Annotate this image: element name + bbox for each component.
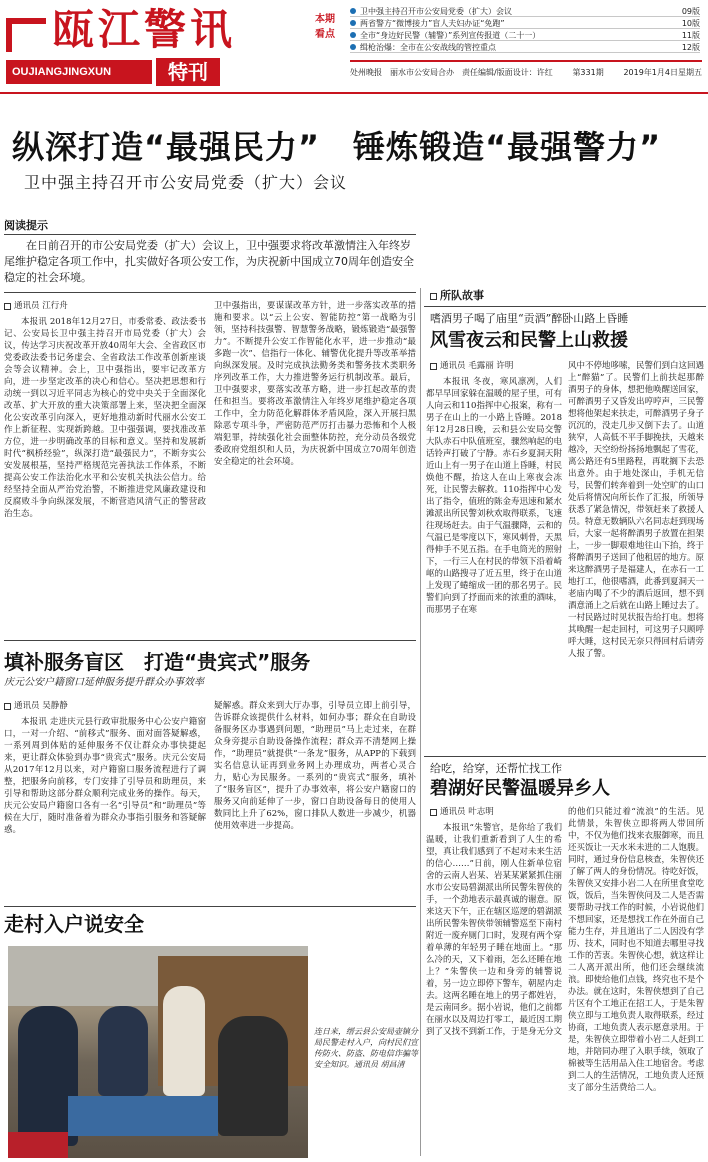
warm-story-title: 碧湖好民警温暖异乡人: [430, 778, 610, 799]
service-article-col2: 疑解惑。群众来到大厅办事，引导员立即上前引导，告诉群众该提供什么材料，如何办事；群众在自助设备服务区办事遇到问题，“助理员”马上走过来，在群众身旁提示自助设备操作流程；群众弄不清楚网上操作，“助理员”就提供“一条龙”服务，从APP的下载到实名信息认证再到业务网上办理成功，两者心灵合力，贴心为民服务。一系列的“贵宾式”服务，填补了“服务盲区”，提升了办事效率，将公安户籍窗口的服务又向前延伸了一步，窗口自助设备每日的使用人数同比上升了62%，窗口排队人数进一步减少，机器使用效率进一步提高。: [214, 701, 416, 831]
square-icon: [430, 293, 437, 300]
police-story-col1: 本报讯 冬夜，寒风凛冽，人们都早早回家躲在温暖的屋子里，可有人向云和110指挥中心报案，称有一男子在山上的一小路上昏睡。2018年12月28日晚，云和县公安局交警大队赤石中队值班室，骤然响起的电话铃声打破了宁静。赤石乡夏洞天附近山上有一男子在山道上昏睡，村民焕他不醒，抬这人在山上寒夜会冻死，让民警去解救。110指挥中心发出了指令，值班的陈金寿迅速和紧水滩派出所民警刘秋欢取得联系，飞速往现场赶去。由于气温骤降，云和的气温已是零度以下，寒风刺骨，天黑得伸手不见五指。在手电筒光的照射下，一行三人在村民的带领下沿着崎岖的山路搜寻了近五里，终于在山道上发现了蜷缩成一团的那名男子。民警们向到了抒面而来的浓重的酒味，而那男子在寒: [426, 377, 562, 615]
masthead-rule: [0, 92, 708, 94]
masthead-side-label: 本期看点: [315, 14, 335, 40]
warm-story-col2: 的他们只能过着“流浪”的生活。见此情景，朱智侠立即将两人带回所中，不仅为他们找来衣服御寒，而且还买饭让一天水米未进的二人饱腹。同时，通过身份信息核查，朱智侠还了解了两人的身份情况。待吃好饭，朱智侠又安排小岩二人在所里食堂吃饭，饭后，当朱智侠问及二人是否需要帮助寻找工作的时候，小岩说他们不想回家，还是想找工作在外面自己能力生存，并且道出了二人因没有学历、技术，同时也不知道去哪里寻找工作的苦衷。朱智侠心想，就这样让二人离开派出所，他们还会继续流浪。即使给他们点钱，终究也不是个办法。就在这时，朱智侠想到了自己片区有个工地正在招工人，于是朱智侠立即与工地负责人取得联系，经过协商，工地负责人表示愿意录用。于是，朱智侠立即带着小岩二人赶到工地，并陪同办理了入职手续，领取了棉被等生活用品入住工地宿舍。考虑到二人的生活情况，工地负责人还预支了部分生活费给二人。: [568, 807, 704, 1093]
issue-date: 2019年1月4日星期五: [623, 68, 702, 77]
divider: [424, 756, 706, 757]
divider: [4, 640, 416, 641]
lead-paragraph: 在日前召开的市公安局党委（扩大）会议上，卫中强要求将改革激情注入年终岁尾维护稳定各项工作中，扎实做好各项公安工作，为庆祝新中国成立70周年创造安全稳定的社会环境。: [4, 239, 414, 284]
toc-item[interactable]: 缉枪治爆：全市在公安战线的管控重点 12版: [350, 42, 700, 53]
main-byline: 通讯员 江行舟: [4, 300, 68, 312]
divider: [4, 292, 416, 293]
masthead-special-label: 特刊: [156, 58, 220, 86]
masthead-title: 瓯江警讯: [52, 5, 237, 54]
bullet-icon: [350, 44, 356, 50]
police-story-col2: 风中不停地哆嗦，民警们到白这回遇上“醉猫”了。民警们上前扶起那醉酒男子的身体，想把他唤醒送回家，可醉酒男子又昏发出哼哼声，三民警想将他架起来扶走，可醉酒男子身子沉沉的，没走几步又倒下去了。山道狭窄，人高低不平手脚挽扶，天越来越冷，天空纷纷扬扬地飘起了雪花，离公路还有5里路程，再耽搁下去恐出意外。由于地处深山，手机无信号，民警们转奔着到一处空旷的山口处后将情况向所长作了汇报，所领导获悉了紧急情况，带领赶来了救援人员。特意无数辆队六名同志赶到现场后，大家一起将醉酒男子放置在担架上，一步一脚艰难地往山下抬，终于将醉酒男子送回了他租居的地方。原来这醉酒男子是福建人，在赤石一工地打工，他很嗜酒，此番到夏洞天一老庙内喝了不少的酒后返回，想不到酒意涌上之后就在山路上睡过去了。一村民路过时见状报告给打电。想将其唤醒一起走回村，可这男子只顾呼呼大睡，这村民无奈只得回村后请旁人报了警。: [568, 361, 704, 659]
toc-item[interactable]: 全市“身边好民警（辅警）”系列宣传报道（二十一） 11版: [350, 30, 700, 41]
bullet-icon: [350, 8, 356, 14]
photo-caption: 连日来，缙云县公安局壶镇分局民警走村入户，向村民们宣传防火、防盗、防电信诈骗等安全知识。通讯员 胡昌清: [314, 1027, 418, 1069]
square-icon: [430, 809, 437, 816]
village-photo: [8, 946, 308, 1158]
service-title: 填补服务盲区 打造“贵宾式”服务: [4, 650, 311, 674]
column-divider: [420, 288, 421, 1156]
toc-item[interactable]: 两省警方“微博接力”盲人夫妇办证“免跑” 10版: [350, 18, 700, 29]
bullet-icon: [350, 20, 356, 26]
service-subtitle: 庆元公安户籍窗口延伸服务提升群众办事效率: [4, 677, 204, 688]
police-story-pretitle: 嗜酒男子喝了庙里“贡酒”醉卧山路上昏睡: [430, 312, 629, 325]
square-icon: [4, 303, 11, 310]
main-article-col2: 卫中强指出，要谋谋改革方针，进一步落实改革的措施和要求。以“云上公安、智能防控”第一战略为引领，坚持科技强警、智慧警务战略，锻炼锻造“最强警力”。不断提升公安工作智能化水平，进一步推动“最多跑一次”、信指行一体化、辅警优化提升等改革举措向纵深发展。及时完成执法勤务类和警务技术类职务序列改革工作，大力推进警务运行机制改革。最后，卫中强要求，要落实改革方略，进一步扛起改革的责任和担当。要将改革激情注入年终岁尾维护稳定各项工作中，全力防范化解群体矛盾风险，深入开展扫黑除恶专项斗争，严密防范严厉打击暴力恐怖和个人极端犯罪，持续强化社会面整体防控，充分动员各级党委政府党组织和人员，为庆祝新中国成立70周年创造安全稳定的社会环境。: [214, 301, 416, 467]
issue-info-line: [350, 60, 702, 84]
divider: [4, 234, 416, 235]
main-subhead: 卫中强主持召开市公安局党委（扩大）会议: [24, 173, 348, 192]
police-story-title: 风雪夜云和民警上山救援: [430, 330, 628, 351]
square-icon: [4, 703, 11, 710]
issue-number: 第331期: [572, 68, 604, 77]
divider: [424, 306, 706, 307]
main-headline: 纵深打造“最强民力” 锤炼锻造“最强警力”: [12, 128, 662, 166]
bullet-icon: [350, 32, 356, 38]
reading-tip-label: 阅读提示: [4, 219, 48, 232]
warm-story-col1: 本报讯“朱警官，是你给了我们温暖，让我们重新看到了人生的希望，真让我们感到了不起对未来生活的信心……”日前，刚人住新单位宿舍的云南人岩某、岩某某紧紧抓住丽水市公安局碧湖派出所民警朱智侠的手，一个劲地表示最真诚的谢意。原来这天下午，正在辖区巡逻的碧湖派出所民警朱智侠带领辅警巡至下南村附近一废弃厕门口时，发现有两个穿着单薄的年轻男子睡在地面上。“那么冷的天，又下着雨，怎么还睡在地上？”朱警侠一边和身旁的辅警说着，另一边立即停下警车，朝屋内走去。这两名睡在地上的男子都姓岩，是云南同乡。据小岩说，他们之前都在丽水以及周边打零工，最近因工期到了又找不到新工作，于是身无分文: [426, 823, 562, 1037]
masthead-decoration: [6, 18, 46, 52]
service-byline: 通讯员 吴静静: [4, 700, 68, 712]
main-article-col1: 本报讯 2018年12月27日，市委常委、政法委书记、公安局长卫中强主持召开市局党委（扩大）会议，传达学习庆祝改革开放40周年大会、全省政区市党委政法委书记务虚会、全省政法工作改革创新座谈会等会议精神。会上，卫中强指出，要牢记改革方向，进一步坚定改革的决心和信心。坚决把思想和行动统一到以习近平同志为核心的党中央关于全面深化改革、扩大开放的重大决策部署上来，坚决把全面深化公安改革引向深入，更好地推动新时代丽水公安工作上新征程、实现新跨越。卫中强强调，要找准改革方位，进一步明确改革的目标和意义。坚持和发展新时代“枫桥经验”，纵深打造“最强民力”，不断夯实公安发展根基，坚持严格规范完善执法工作体系，不断提高公安工作法治化水平和公安机关执法公信力。给经坚持全面从严治党治警，不断推进党风廉政建设和反腐败斗争向纵深发展，不断营造风清气正的警营政治生态。: [4, 317, 206, 519]
masthead-pinyin: OUJIANGJINGXUN: [6, 60, 152, 84]
village-title: 走村入户说安全: [4, 912, 144, 936]
divider: [4, 906, 416, 907]
table-of-contents: [350, 6, 700, 54]
service-article-col1: 本报讯 走进庆元县行政审批服务中心公安户籍窗口，一对一介绍、“前移式”服务、面对面答疑解惑，一系列周到体贴的延伸服务不仅让群众办事快捷起来，更让群众体验到办事“贵宾式”服务。庆元公安局从2017年12月以来，对户籍窗口服务流程进行了调整，把服务向前移，专门安排了引导员和助理员，来引导和帮助这部分群众顺利完成业务的操作。每天，庆元公安局户籍窗口各有一名“引导员”和“助理员”等候在大厅，随时准备着为群众办事指引服务和答疑解惑。: [4, 717, 206, 835]
toc-item[interactable]: 卫中强主持召开市公安局党委（扩大）会议 09版: [350, 6, 700, 17]
square-icon: [430, 363, 437, 370]
police-story-byline: 通讯员 毛露丽 许明: [430, 360, 513, 372]
issue-publishers: 处州晚报 丽水市公安局合办 责任编辑/版面设计：许红: [350, 68, 553, 77]
warm-story-byline: 通讯员 叶志明: [430, 806, 494, 818]
police-story-label: 所队故事: [430, 290, 484, 302]
warm-story-pretitle: 给吃，给穿，还帮忙找工作: [430, 762, 562, 775]
